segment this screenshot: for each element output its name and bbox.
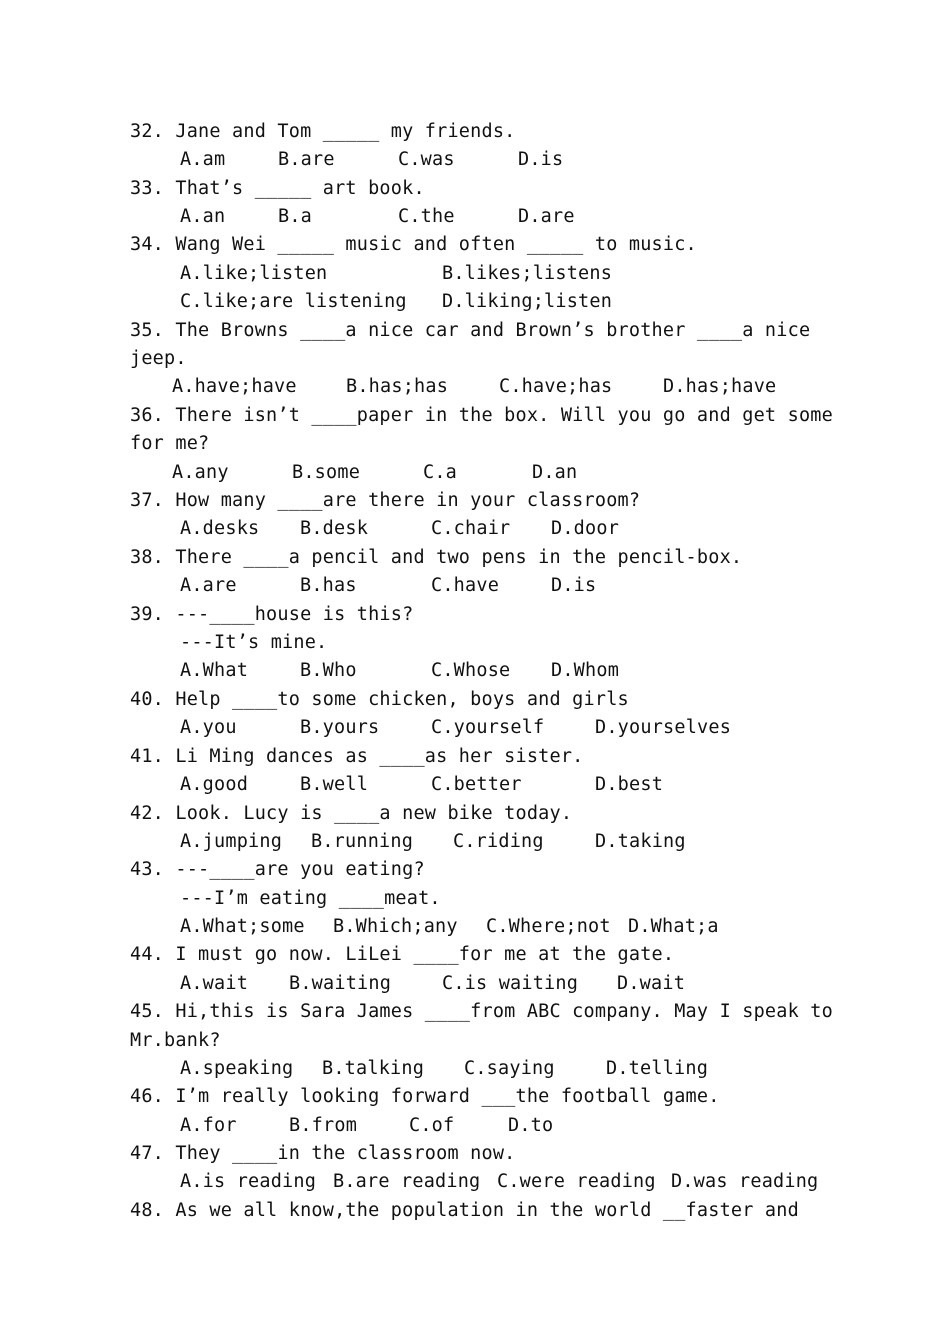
option-d: D.Whom — [551, 660, 620, 681]
question-42-options — [130, 828, 686, 856]
question-34-options-row1 — [130, 260, 613, 288]
option-a: A.you — [180, 717, 237, 738]
option-d: D.best — [595, 774, 664, 795]
option-c: C.Where;not — [486, 916, 611, 937]
option-b: B.from — [289, 1115, 358, 1136]
option-d: D.was reading — [671, 1171, 819, 1192]
question-41-stem: 41. Li Ming dances as ____as her sister. — [130, 746, 584, 767]
option-b: B.a — [278, 206, 313, 227]
question-34-options-row2 — [130, 288, 613, 316]
question-35-stem: 35. The Browns ____a nice car and Brown’s brother ____a nice — [130, 320, 811, 341]
option-d: D.is — [518, 149, 564, 170]
option-b: B.are reading — [333, 1171, 481, 1192]
question-43-response-line — [130, 885, 441, 913]
question-38-options — [130, 572, 597, 600]
option-a: A.for — [180, 1115, 237, 1136]
option-a: A.any — [172, 462, 229, 483]
option-d: D.telling — [606, 1058, 709, 1079]
option-b: B.waiting — [289, 973, 392, 994]
option-a: A.good — [180, 774, 249, 795]
option-d: D.taking — [595, 831, 686, 852]
question-47-stem: 47. They ____in the classroom now. — [130, 1143, 516, 1164]
option-a: A.have;have — [172, 376, 297, 397]
option-c: C.was — [398, 149, 455, 170]
option-d: D.What;a — [628, 916, 719, 937]
question-37-options — [130, 515, 620, 543]
option-c: C.have;has — [499, 376, 613, 397]
option-c: C.saying — [464, 1058, 555, 1079]
option-a: A.What;some — [180, 916, 305, 937]
question-46-options — [130, 1112, 554, 1140]
question-43-stem: 43. ---____are you eating? — [130, 859, 425, 880]
option-c: C.is waiting — [442, 973, 579, 994]
option-b: B.desk — [300, 518, 369, 539]
option-c: C.like;are listening — [180, 291, 407, 312]
question-44-stem: 44. I must go now. LiLei ____for me at the gate. — [130, 944, 675, 965]
option-a: A.jumping — [180, 831, 283, 852]
question-33-stem: 33. That’s _____ art book. — [130, 178, 425, 199]
option-a: A.speaking — [180, 1058, 294, 1079]
question-35-options — [130, 373, 777, 401]
question-43-options — [130, 913, 719, 941]
option-a: A.are — [180, 575, 237, 596]
option-c: C.better — [431, 774, 522, 795]
option-c: C.Whose — [431, 660, 511, 681]
option-c: C.the — [398, 206, 455, 227]
question-44-options — [130, 970, 686, 998]
question-36-options — [130, 459, 578, 487]
option-a: A.like;listen — [180, 263, 328, 284]
option-b: B.has;has — [346, 376, 449, 397]
question-39-response: ---It’s mine. — [180, 632, 328, 653]
option-d: D.are — [518, 206, 575, 227]
option-a: A.am — [180, 149, 226, 170]
option-b: B.talking — [322, 1058, 425, 1079]
question-34-stem: 34. Wang Wei _____ music and often _____ to music. — [130, 234, 697, 255]
option-c: C.of — [409, 1115, 455, 1136]
question-38-stem: 38. There ____a pencil and two pens in the pencil-box. — [130, 547, 743, 568]
option-b: B.running — [311, 831, 414, 852]
question-47-options — [130, 1168, 819, 1196]
option-c: C.yourself — [431, 717, 545, 738]
option-d: D.door — [551, 518, 620, 539]
option-a: A.is reading — [180, 1171, 317, 1192]
option-d: D.to — [508, 1115, 554, 1136]
question-43-response: ---I’m eating ____meat. — [180, 888, 441, 909]
question-39-stem: 39. ---____house is this? — [130, 604, 414, 625]
question-45-options — [130, 1055, 709, 1083]
option-a: A.an — [180, 206, 226, 227]
question-32-options — [130, 146, 564, 174]
option-d: D.an — [532, 462, 578, 483]
option-c: C.riding — [453, 831, 544, 852]
question-41-options — [130, 771, 664, 799]
option-d: D.yourselves — [595, 717, 732, 738]
question-42-stem: 42. Look. Lucy is ____a new bike today. — [130, 803, 573, 824]
option-d: D.is — [551, 575, 597, 596]
option-b: B.are — [278, 149, 335, 170]
question-45-stem: 45. Hi,this is Sara James ____from ABC company. May I speak to — [130, 1001, 833, 1022]
option-b: B.Who — [300, 660, 357, 681]
option-a: A.wait — [180, 973, 249, 994]
option-b: B.some — [292, 462, 361, 483]
question-40-options — [130, 714, 732, 742]
question-46-stem: 46. I’m really looking forward ___the football game. — [130, 1086, 720, 1107]
option-c: C.chair — [431, 518, 511, 539]
question-45-stem-continued: Mr.bank? — [130, 1030, 221, 1051]
question-48-stem: 48. As we all know,the population in the world __faster and — [130, 1200, 799, 1221]
option-d: D.liking;listen — [442, 291, 613, 312]
question-39-options — [130, 657, 620, 685]
option-a: A.desks — [180, 518, 260, 539]
option-c: C.have — [431, 575, 500, 596]
option-d: D.has;have — [663, 376, 777, 397]
option-c: C.were reading — [497, 1171, 656, 1192]
option-b: B.has — [300, 575, 357, 596]
option-b: B.Which;any — [333, 916, 458, 937]
question-33-options — [130, 203, 575, 231]
option-a: A.What — [180, 660, 249, 681]
question-35-stem-continued: jeep. — [130, 348, 187, 369]
option-c: C.a — [423, 462, 458, 483]
option-d: D.wait — [617, 973, 686, 994]
question-37-stem: 37. How many ____are there in your classroom? — [130, 490, 641, 511]
question-32-stem: 32. Jane and Tom _____ my friends. — [130, 121, 516, 142]
question-40-stem: 40. Help ____to some chicken, boys and girls — [130, 689, 629, 710]
question-36-stem-continued: for me? — [130, 433, 210, 454]
question-36-stem: 36. There isn’t ____paper in the box. Will you go and get some — [130, 405, 833, 426]
option-b: B.likes;listens — [442, 263, 613, 284]
option-b: B.yours — [300, 717, 380, 738]
question-39-response-line — [130, 629, 328, 657]
option-b: B.well — [300, 774, 369, 795]
